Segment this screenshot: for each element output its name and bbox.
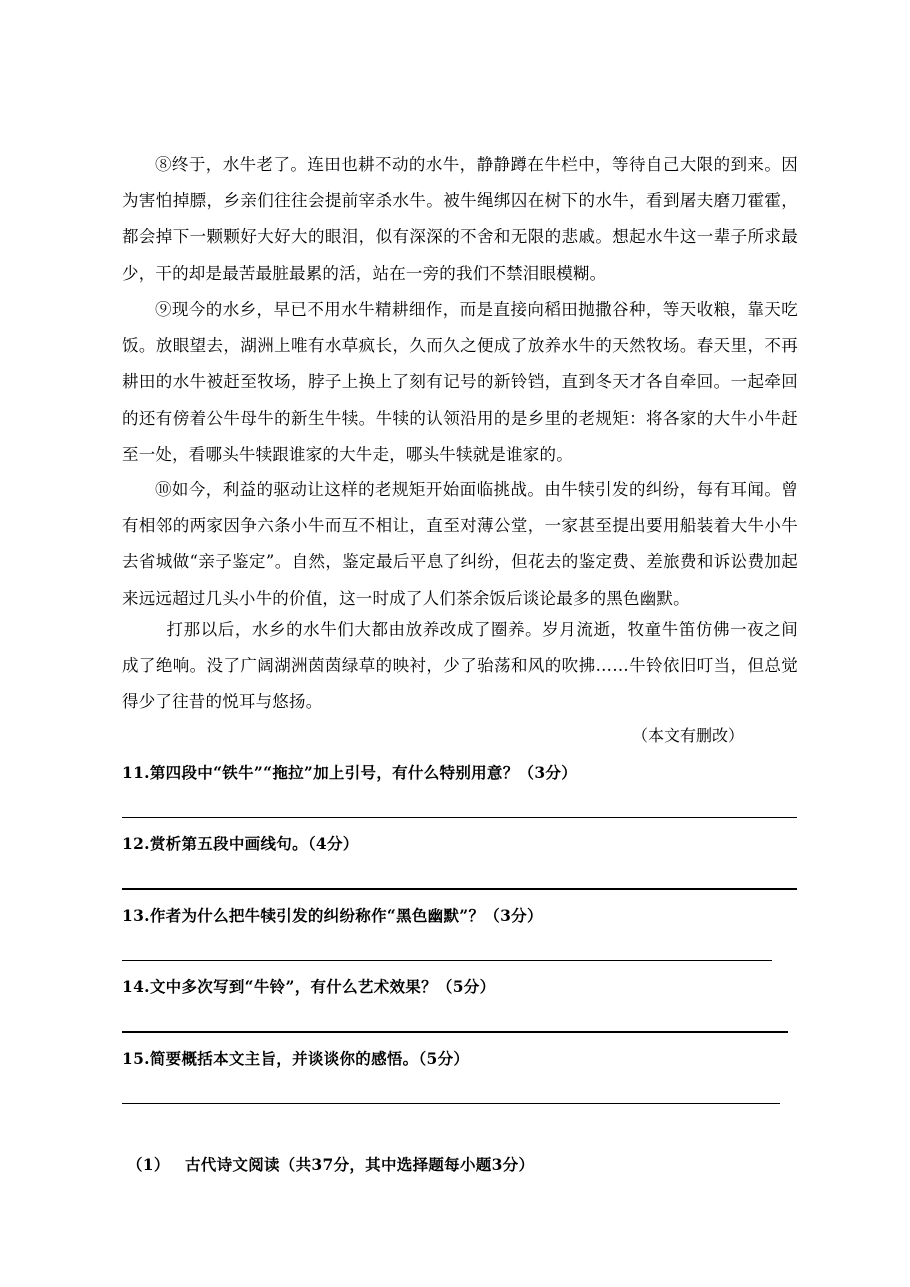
section-number: （1） [127, 1155, 170, 1174]
paragraph-8: ⑧终于，水牛老了。连田也耕不动的水牛，静静蹲在牛栏中，等待自己大限的到来。因为害怕掉膘，乡亲们往往会提前宰杀水牛。被牛绳绑囚在树下的水牛，看到屠夫磨刀霍霍，都会掉下一颗颗好大好大的眼泪，似有深深的不舍和无限的悲戚。想起水牛这一辈子所求最少，干的却是最苦最脏最累的活，站在一旁的我们不禁泪眼模糊。 [122, 155, 798, 283]
paragraph-10: ⑩如今，利益的驱动让这样的老规矩开始面临挑战。由牛犊引发的纠纷，每有耳闻。曾有相邻的两家因争六条小牛而互不相让，直至对薄公堂，一家甚至提出要用船装着大牛小牛去省城做“亲子鉴定”。自然，鉴定最后平息了纠纷，但花去的鉴定费、差旅费和诉讼费加起来远远超过几头小牛的价值，这一时成了人们茶余饭后谈论最多的黑色幽默。 [122, 480, 798, 608]
section-heading [127, 1153, 534, 1177]
question-12: 12.赏析第五段中画线句。（4分） [122, 834, 359, 853]
paragraph-9: ⑨现今的水乡，早已不用水牛精耕细作，而是直接向稻田抛撒谷种，等天收粮，靠天吃饭。放眼望去，湖洲上唯有水草疯长，久而久之便成了放养水牛的天然牧场。春天里，不再耕田的水牛被赶至牧场，脖子上换上了刻有记号的新铃铛，直到冬天才各自牵回。一起牵回的还有傍着公牛母牛的新生牛犊。牛犊的认领沿用的是乡里的老规矩：将各家的大牛小牛赶至一处，看哪头牛犊跟谁家的大牛走，哪头牛犊就是谁家的。 [122, 300, 798, 464]
question-14: 14.文中多次写到“牛铃”，有什么艺术效果？（5分） [122, 977, 496, 996]
answer-line-13[interactable] [122, 960, 772, 961]
section-title: 古代诗文阅读（共37分，其中选择题每小题3分） [185, 1155, 535, 1174]
answer-line-11[interactable] [122, 817, 797, 818]
answer-line-14[interactable] [122, 1031, 788, 1033]
question-13: 13.作者为什么把牛犊引发的纠纷称作“黑色幽默”？（3分） [122, 906, 543, 925]
answer-line-12[interactable] [122, 888, 797, 890]
answer-line-15[interactable] [122, 1103, 780, 1104]
question-15: 15.简要概括本文主旨，并谈谈你的感悟。（5分） [122, 1049, 470, 1068]
question-11: 11.第四段中“铁牛”“拖拉”加上引号，有什么特别用意？（3分） [122, 763, 578, 782]
source-note: （本文有删改） [632, 726, 745, 745]
paragraph-11: 打那以后，水乡的水牛们大都由放养改成了圈养。岁月流逝，牧童牛笛仿佛一夜之间成了绝响。没了广阔湖洲茵茵绿草的映衬，少了骀荡和风的吹拂……牛铃依旧叮当，但总觉得少了往昔的悦耳与悠扬。 [122, 620, 798, 712]
